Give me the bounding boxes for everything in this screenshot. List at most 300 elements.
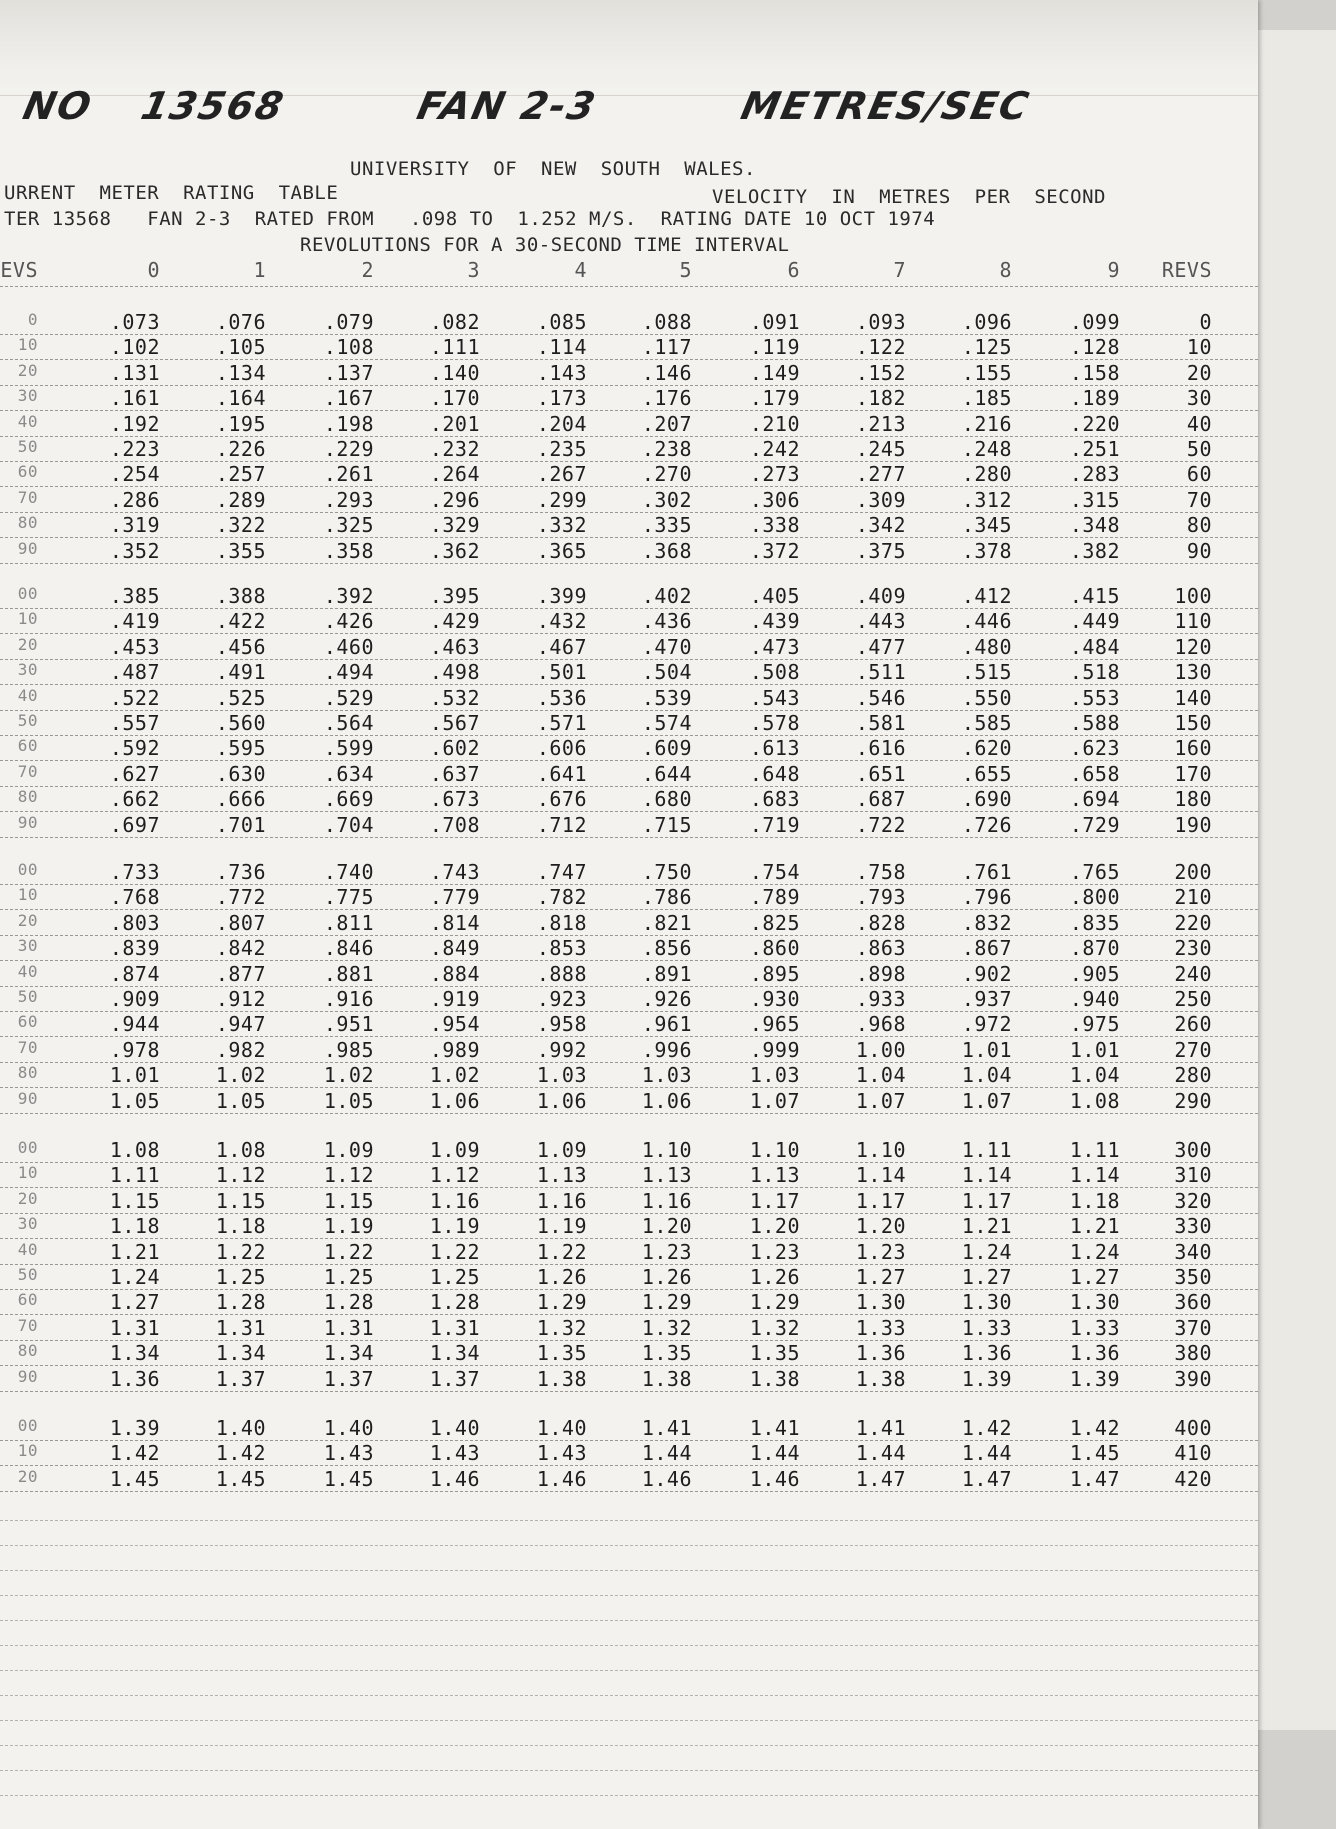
velocity-cell: .944 [109,1012,160,1037]
row-label-left: 40 [17,1239,38,1259]
row-label-left: 40 [17,961,38,981]
row-label-right: 230 [1174,936,1212,961]
velocity-cell: 1.05 [323,1088,374,1113]
row-label-left: 10 [17,1163,38,1183]
velocity-cell: .863 [855,936,906,961]
row-label-left: 10 [17,335,38,355]
velocity-cell: .902 [961,961,1012,986]
velocity-cell: 1.08 [1069,1088,1120,1113]
velocity-cell: 1.42 [215,1441,266,1466]
velocity-cell: .419 [109,609,160,634]
column-header: 4 [574,258,587,282]
velocity-cell: .758 [855,860,906,884]
row-label-right: 370 [1174,1315,1212,1340]
row-label-left: 20 [17,910,38,930]
column-header: 5 [679,258,692,282]
velocity-cell: 1.18 [1069,1188,1120,1213]
row-label-left: 90 [17,812,38,832]
column-header: 0 [147,258,160,282]
row-label-right: 160 [1174,736,1212,761]
velocity-cell: 1.28 [215,1290,266,1315]
velocity-cell: .296 [429,487,480,512]
interval-note: REVOLUTIONS FOR A 30-SECOND TIME INTERVAL [300,234,790,256]
velocity-cell: .167 [323,386,374,411]
velocity-cell: 1.45 [323,1466,374,1491]
row-label-right: 140 [1174,685,1212,710]
velocity-cell: .951 [323,1012,374,1037]
velocity-cell: .697 [109,812,160,837]
velocity-cell: .574 [641,711,692,735]
velocity-cell: .395 [429,584,480,608]
velocity-cell: .532 [429,685,480,710]
table-title: URRENT METER RATING TABLE [4,182,339,204]
row-label-right: 340 [1174,1239,1212,1264]
velocity-cell: .402 [641,584,692,608]
velocity-cell: 1.42 [109,1441,160,1466]
row-label-right: 290 [1174,1088,1212,1113]
velocity-cell: 1.31 [429,1315,480,1340]
velocity-cell: .446 [961,609,1012,634]
velocity-cell: .874 [109,961,160,986]
column-header: 2 [361,258,374,282]
velocity-cell: 1.29 [641,1290,692,1315]
velocity-cell: 1.37 [323,1366,374,1391]
velocity-cell: 1.46 [536,1466,587,1491]
velocity-cell: .800 [1069,885,1120,910]
velocity-cell: .073 [109,310,160,334]
velocity-cell: .722 [855,812,906,837]
column-header: 8 [999,258,1012,282]
velocity-cell: .793 [855,885,906,910]
velocity-cell: .277 [855,462,906,487]
velocity-cell: .623 [1069,736,1120,761]
velocity-cell: .302 [641,487,692,512]
velocity-cell: .352 [109,538,160,563]
velocity-cell: .261 [323,462,374,487]
velocity-cell: .609 [641,736,692,761]
velocity-cell: .368 [641,538,692,563]
institution-title: UNIVERSITY OF NEW SOUTH WALES. [350,158,756,180]
velocity-cell: .436 [641,609,692,634]
velocity-cell: 1.42 [1069,1416,1120,1440]
velocity-cell: .189 [1069,386,1120,411]
blank-rule [0,1545,1258,1546]
velocity-cell: .814 [429,910,480,935]
velocity-cell: .508 [749,660,800,685]
velocity-cell: 1.12 [323,1163,374,1188]
velocity-cell: .170 [429,386,480,411]
row-label-right: 70 [1186,487,1212,512]
velocity-cell: .365 [536,538,587,563]
row-label-right: 180 [1174,787,1212,812]
velocity-cell: .293 [323,487,374,512]
velocity-cell: 1.21 [961,1214,1012,1239]
velocity-cell: .860 [749,936,800,961]
velocity-cell: 1.26 [749,1265,800,1289]
velocity-cell: .412 [961,584,1012,608]
velocity-cell: .750 [641,860,692,884]
velocity-cell: .842 [215,936,266,961]
velocity-cell: 1.03 [641,1063,692,1088]
column-header: 1 [253,258,266,282]
row-label-left: 60 [17,736,38,756]
velocity-cell: .213 [855,411,906,436]
velocity-cell: .779 [429,885,480,910]
velocity-cell: .881 [323,961,374,986]
velocity-cell: .539 [641,685,692,710]
velocity-cell: .909 [109,987,160,1011]
velocity-cell: .122 [855,335,906,360]
velocity-cell: .491 [215,660,266,685]
velocity-cell: .937 [961,987,1012,1011]
velocity-cell: 1.01 [109,1063,160,1088]
velocity-cell: 1.34 [429,1341,480,1366]
column-header: 7 [893,258,906,282]
velocity-cell: .683 [749,787,800,812]
velocity-cell: 1.38 [749,1366,800,1391]
row-label-right: 60 [1186,462,1212,487]
velocity-cell: .849 [429,936,480,961]
velocity-cell: .546 [855,685,906,710]
velocity-cell: .096 [961,310,1012,334]
handwritten-no-label: NO [19,84,97,128]
velocity-cell: .453 [109,634,160,659]
row-label-right: 350 [1174,1265,1212,1289]
row-label-left: 80 [17,787,38,807]
velocity-cell: .325 [323,513,374,538]
velocity-cell: .415 [1069,584,1120,608]
velocity-cell: .807 [215,910,266,935]
velocity-cell: .775 [323,885,374,910]
velocity-cell: 1.07 [855,1088,906,1113]
velocity-cell: 1.28 [429,1290,480,1315]
velocity-cell: .254 [109,462,160,487]
velocity-cell: 1.19 [429,1214,480,1239]
velocity-cell: .641 [536,761,587,786]
velocity-cell: 1.16 [536,1188,587,1213]
velocity-cell: 1.25 [215,1265,266,1289]
row-label-left: 00 [17,1138,38,1157]
velocity-cell: .248 [961,437,1012,461]
velocity-cell: .173 [536,386,587,411]
velocity-cell: .630 [215,761,266,786]
velocity-cell: .655 [961,761,1012,786]
row-label-right: 170 [1174,761,1212,786]
velocity-cell: .238 [641,437,692,461]
velocity-cell: .220 [1069,411,1120,436]
velocity-cell: 1.17 [961,1188,1012,1213]
velocity-cell: .884 [429,961,480,986]
row-label-right: 210 [1174,885,1212,910]
velocity-cell: 1.14 [1069,1163,1120,1188]
velocity-cell: .439 [749,609,800,634]
velocity-cell: .235 [536,437,587,461]
column-header: REVS [1161,258,1212,282]
velocity-cell: 1.30 [1069,1290,1120,1315]
velocity-cell: .245 [855,437,906,461]
row-label-right: 420 [1174,1466,1212,1491]
row-label-right: 0 [1199,310,1212,334]
velocity-cell: .306 [749,487,800,512]
velocity-cell: .286 [109,487,160,512]
velocity-cell: .940 [1069,987,1120,1011]
velocity-cell: .309 [855,487,906,512]
velocity-cell: 1.02 [215,1063,266,1088]
velocity-cell: .972 [961,1012,1012,1037]
velocity-cell: 1.29 [536,1290,587,1315]
velocity-cell: 1.42 [961,1416,1012,1440]
velocity-cell: .690 [961,787,1012,812]
velocity-cell: .740 [323,860,374,884]
velocity-cell: .082 [429,310,480,334]
velocity-cell: .378 [961,538,1012,563]
row-label-right: 250 [1174,987,1212,1011]
velocity-cell: .392 [323,584,374,608]
velocity-cell: .494 [323,660,374,685]
velocity-cell: .128 [1069,335,1120,360]
velocity-cell: 1.47 [961,1466,1012,1491]
velocity-cell: .978 [109,1037,160,1062]
velocity-cell: .916 [323,987,374,1011]
velocity-cell: .242 [749,437,800,461]
velocity-cell: 1.39 [961,1366,1012,1391]
velocity-cell: .828 [855,910,906,935]
velocity-cell: .099 [1069,310,1120,334]
velocity-cell: .460 [323,634,374,659]
velocity-cell: .342 [855,513,906,538]
blank-rule [0,1570,1258,1571]
row-label-left: 50 [17,437,38,456]
row-label-right: 400 [1174,1416,1212,1440]
velocity-cell: .182 [855,386,906,411]
row-rule [0,563,1258,564]
velocity-cell: 1.05 [109,1088,160,1113]
velocity-cell: .669 [323,787,374,812]
velocity-cell: .432 [536,609,587,634]
velocity-cell: .666 [215,787,266,812]
velocity-cell: .273 [749,462,800,487]
row-label-left: 00 [17,1416,38,1435]
velocity-cell: 1.44 [855,1441,906,1466]
column-header: 3 [467,258,480,282]
velocity-cell: .982 [215,1037,266,1062]
velocity-cell: .515 [961,660,1012,685]
velocity-cell: .198 [323,411,374,436]
velocity-cell: .484 [1069,634,1120,659]
row-rule [0,1113,1258,1114]
velocity-cell: .954 [429,1012,480,1037]
velocity-cell: .161 [109,386,160,411]
velocity-cell: .229 [323,437,374,461]
velocity-cell: .930 [749,987,800,1011]
velocity-cell: .768 [109,885,160,910]
velocity-cell: .644 [641,761,692,786]
velocity-cell: .839 [109,936,160,961]
column-header: 9 [1107,258,1120,282]
velocity-cell: .856 [641,936,692,961]
velocity-cell: 1.34 [215,1341,266,1366]
velocity-cell: .634 [323,761,374,786]
velocity-cell: 1.13 [536,1163,587,1188]
velocity-cell: .557 [109,711,160,735]
velocity-cell: .888 [536,961,587,986]
velocity-cell: 1.23 [641,1239,692,1264]
velocity-cell: 1.36 [1069,1341,1120,1366]
velocity-cell: .992 [536,1037,587,1062]
row-label-right: 100 [1174,584,1212,608]
velocity-cell: .119 [749,335,800,360]
velocity-cell: .536 [536,685,587,710]
velocity-cell: .257 [215,462,266,487]
row-label-right: 270 [1174,1037,1212,1062]
blank-rule [0,1795,1258,1796]
velocity-cell: .375 [855,538,906,563]
velocity-cell: .550 [961,685,1012,710]
velocity-cell: 1.22 [429,1239,480,1264]
velocity-cell: 1.31 [323,1315,374,1340]
velocity-cell: .382 [1069,538,1120,563]
velocity-cell: 1.47 [855,1466,906,1491]
velocity-cell: .426 [323,609,374,634]
row-label-left: 10 [17,885,38,905]
velocity-cell: .564 [323,711,374,735]
velocity-cell: .210 [749,411,800,436]
row-label-left: 00 [17,584,38,603]
velocity-cell: .947 [215,1012,266,1037]
velocity-cell: 1.38 [536,1366,587,1391]
velocity-cell: .989 [429,1037,480,1062]
velocity-cell: .796 [961,885,1012,910]
velocity-cell: .372 [749,538,800,563]
velocity-cell: .319 [109,513,160,538]
velocity-cell: 1.10 [641,1138,692,1162]
velocity-cell: .179 [749,386,800,411]
velocity-cell: 1.32 [749,1315,800,1340]
velocity-cell: 1.23 [855,1239,906,1264]
velocity-cell: .898 [855,961,906,986]
velocity-cell: .895 [749,961,800,986]
velocity-cell: .088 [641,310,692,334]
row-label-left: 20 [17,360,38,380]
velocity-cell: .076 [215,310,266,334]
velocity-cell: .835 [1069,910,1120,935]
velocity-cell: .958 [536,1012,587,1037]
velocity-cell: .348 [1069,513,1120,538]
velocity-cell: .620 [961,736,1012,761]
velocity-cell: 1.11 [961,1138,1012,1162]
row-label-left: 90 [17,1088,38,1108]
velocity-cell: .358 [323,538,374,563]
row-label-right: 120 [1174,634,1212,659]
velocity-cell: .712 [536,812,587,837]
velocity-cell: .877 [215,961,266,986]
velocity-cell: 1.05 [215,1088,266,1113]
row-label-left: 30 [17,1214,38,1234]
row-rule [0,1491,1258,1492]
row-label-right: 310 [1174,1163,1212,1188]
row-label-left: 50 [17,1265,38,1284]
row-label-left: 90 [17,1366,38,1386]
row-label-right: 330 [1174,1214,1212,1239]
velocity-cell: 1.34 [109,1341,160,1366]
velocity-cell: 1.35 [749,1341,800,1366]
row-label-right: 360 [1174,1290,1212,1315]
velocity-cell: 1.13 [641,1163,692,1188]
velocity-cell: .961 [641,1012,692,1037]
velocity-cell: .891 [641,961,692,986]
velocity-cell: .651 [855,761,906,786]
velocity-cell: .522 [109,685,160,710]
velocity-cell: .504 [641,660,692,685]
velocity-cell: 1.09 [429,1138,480,1162]
velocity-cell: .399 [536,584,587,608]
velocity-cell: .322 [215,513,266,538]
velocity-cell: .195 [215,411,266,436]
velocity-cell: .125 [961,335,1012,360]
velocity-cell: 1.04 [855,1063,906,1088]
velocity-cell: 1.08 [215,1138,266,1162]
velocity-cell: 1.16 [641,1188,692,1213]
velocity-cell: .280 [961,462,1012,487]
velocity-cell: .299 [536,487,587,512]
velocity-cell: 1.18 [109,1214,160,1239]
velocity-cell: .289 [215,487,266,512]
velocity-cell: 1.36 [961,1341,1012,1366]
row-label-right: 320 [1174,1188,1212,1213]
velocity-cell: 1.33 [1069,1315,1120,1340]
velocity-cell: .226 [215,437,266,461]
velocity-cell: 1.10 [749,1138,800,1162]
velocity-cell: 1.45 [1069,1441,1120,1466]
row-label-right: 10 [1186,335,1212,360]
velocity-cell: .409 [855,584,906,608]
velocity-cell: .329 [429,513,480,538]
velocity-cell: 1.31 [109,1315,160,1340]
velocity-cell: .658 [1069,761,1120,786]
blank-rule [0,1620,1258,1621]
velocity-cell: .204 [536,411,587,436]
velocity-cell: .405 [749,584,800,608]
row-label-right: 50 [1186,437,1212,461]
row-rule [0,1391,1258,1392]
velocity-cell: .578 [749,711,800,735]
velocity-cell: 1.02 [323,1063,374,1088]
velocity-cell: 1.11 [1069,1138,1120,1162]
row-label-right: 410 [1174,1441,1212,1466]
velocity-cell: 1.03 [749,1063,800,1088]
velocity-cell: 1.36 [109,1366,160,1391]
row-label-left: 20 [17,1466,38,1486]
blank-rule [0,1770,1258,1771]
velocity-cell: .264 [429,462,480,487]
velocity-cell: .975 [1069,1012,1120,1037]
velocity-cell: .312 [961,487,1012,512]
row-label-left: 20 [17,1188,38,1208]
velocity-cell: .999 [749,1037,800,1062]
velocity-cell: .772 [215,885,266,910]
velocity-cell: .592 [109,736,160,761]
velocity-cell: 1.24 [1069,1239,1120,1264]
velocity-cell: 1.04 [961,1063,1012,1088]
velocity-cell: .599 [323,736,374,761]
velocity-cell: 1.44 [749,1441,800,1466]
velocity-cell: 1.26 [536,1265,587,1289]
velocity-cell: .149 [749,360,800,385]
velocity-cell: .134 [215,360,266,385]
row-label-left: 40 [17,685,38,705]
velocity-cell: .926 [641,987,692,1011]
velocity-cell: .729 [1069,812,1120,837]
